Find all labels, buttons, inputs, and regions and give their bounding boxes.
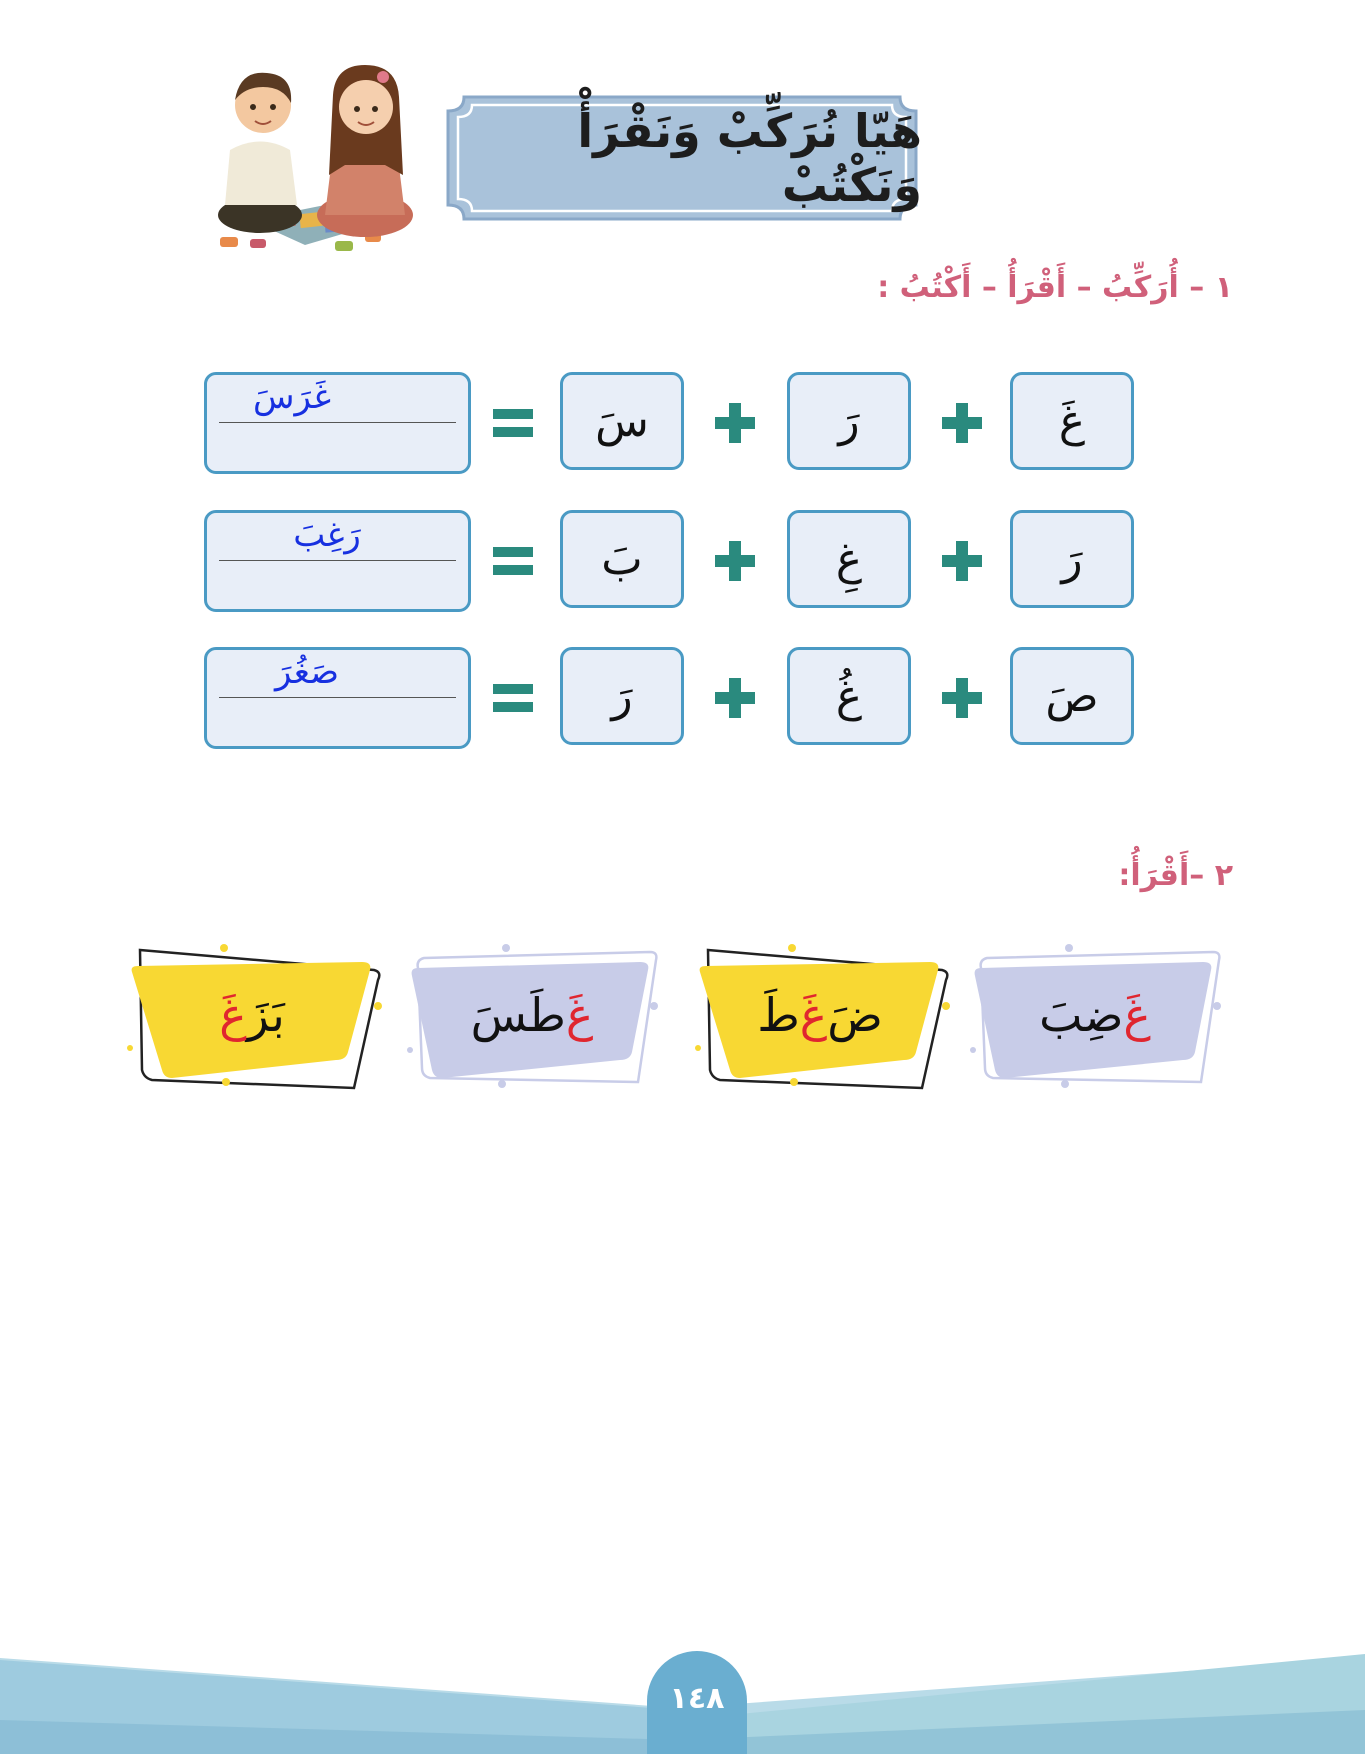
answer-word: صَغُرَ [274, 652, 340, 692]
compose-row [200, 372, 1140, 478]
card-word [985, 980, 1205, 1050]
word-card-3 [402, 940, 662, 1090]
card-word [142, 980, 362, 1050]
answer-box[interactable] [204, 647, 471, 749]
section-1-heading: ١ – أُرَكِّبُ – أَقْرَأُ – أَكْتُبُ : [877, 270, 1233, 305]
plus-icon [715, 678, 755, 718]
plus-icon [942, 541, 982, 581]
answer-word: غَرَسَ [252, 377, 332, 417]
letter-box-1: صَ [1010, 647, 1134, 745]
card-word [710, 980, 930, 1050]
equals-icon [493, 541, 533, 581]
letter-box-3: سَ [560, 372, 684, 470]
word-card-2 [690, 940, 950, 1090]
answer-writing-line [219, 697, 456, 698]
highlighted-letter: غَ [799, 988, 828, 1042]
plus-icon [942, 403, 982, 443]
highlighted-letter: غَ [565, 988, 594, 1042]
answer-box[interactable] [204, 510, 471, 612]
card-word [422, 980, 642, 1050]
children-puzzle-illustration [205, 55, 435, 260]
page-title: هَيّا نُرَكِّبْ وَنَقْرَأْ وَنَكْتُبْ [577, 104, 922, 212]
section-2-heading: ٢ –أَقْرَأُ: [1118, 858, 1233, 893]
letter-box-3: بَ [560, 510, 684, 608]
answer-box[interactable] [204, 372, 471, 474]
compose-row [200, 647, 1140, 753]
answer-writing-line [219, 560, 456, 561]
highlighted-letter: غَ [219, 988, 247, 1042]
plus-icon [942, 678, 982, 718]
equals-icon [493, 678, 533, 718]
card-word-rest: ضِبَ [1039, 988, 1124, 1042]
title-plaque [442, 93, 922, 223]
answer-writing-line [219, 422, 456, 423]
letter-box-3: رَ [560, 647, 684, 745]
answer-word: رَغِبَ [293, 515, 361, 555]
letter-box-1: رَ [1010, 510, 1134, 608]
letter-box-2: غِ [787, 510, 911, 608]
card-word-prefix: بَزَ [246, 988, 285, 1042]
letter-box-2: غُ [787, 647, 911, 745]
card-word-prefix: ضَ [827, 988, 883, 1042]
card-word-rest: طَسَ [470, 988, 566, 1042]
plus-icon [715, 403, 755, 443]
word-card-1 [965, 940, 1225, 1090]
page-number: ١٤٨ [669, 1681, 725, 1716]
letter-box-2: رَ [787, 372, 911, 470]
compose-row [200, 510, 1140, 616]
equals-icon [493, 403, 533, 443]
plus-icon [715, 541, 755, 581]
page-number-tab [647, 1651, 747, 1754]
card-word-rest: طَ [757, 988, 800, 1042]
letter-box-1: غَ [1010, 372, 1134, 470]
word-card-4 [122, 940, 382, 1090]
highlighted-letter: غَ [1123, 988, 1151, 1042]
